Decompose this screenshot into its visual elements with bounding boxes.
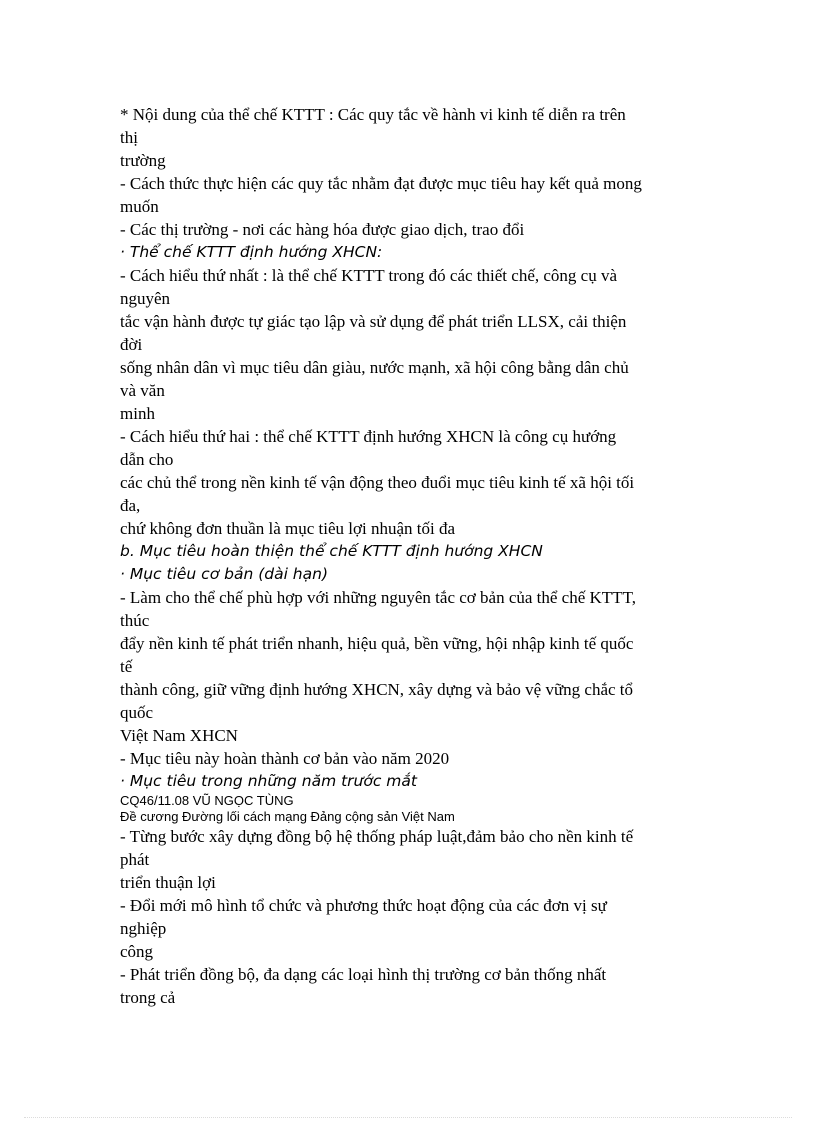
text-line: - Làm cho thể chế phù hợp với những nguyên tắc cơ bản của thể chế KTTT, — [120, 588, 636, 607]
text-line: * Nội dung của thể chế KTTT : Các quy tắc về hành vi kinh tế diễn ra trên — [120, 105, 626, 124]
text-line: tế — [120, 657, 133, 676]
text-line: thành công, giữ vững định hướng XHCN, xây dựng và bảo vệ vững chắc tổ — [120, 680, 634, 699]
text-line: minh — [120, 404, 155, 423]
text-line: sống nhân dân vì mục tiêu dân giàu, nước mạnh, xã hội công bằng dân chủ — [120, 358, 629, 377]
text-line: - Cách hiểu thứ hai : thể chế KTTT định hướng XHCN là công cụ hướng — [120, 427, 617, 446]
text-line: - Các thị trường - nơi các hàng hóa được giao dịch, trao đổi — [120, 220, 525, 239]
text-line: thúc — [120, 611, 150, 630]
text-line: - Cách thức thực hiện các quy tắc nhằm đạt được mục tiêu hay kết quả mong — [120, 174, 642, 193]
text-line: quốc — [120, 703, 154, 722]
text-line: chứ không đơn thuần là mục tiêu lợi nhuận tối đa — [120, 519, 456, 538]
header-note-line: CQ46/11.08 VŨ NGỌC TÙNG — [120, 793, 294, 808]
text-line: - Phát triển đồng bộ, đa dạng các loại hình thị trường cơ bản thống nhất — [120, 965, 607, 984]
text-line: dẫn cho — [120, 450, 174, 469]
header-note-line: Đề cương Đường lối cách mạng Đảng cộng sản Việt Nam — [120, 809, 455, 824]
text-line: các chủ thể trong nền kinh tế vận động theo đuổi mục tiêu kinh tế xã hội tối — [120, 473, 635, 492]
text-line: đẩy nền kinh tế phát triển nhanh, hiệu quả, bền vững, hội nhập kinh tế quốc — [120, 634, 634, 653]
text-line: trường — [120, 151, 166, 170]
text-line: tắc vận hành được tự giác tạo lập và sử dụng để phát triển LLSX, cải thiện — [120, 312, 627, 331]
section-heading-line: · Mục tiêu trong những năm trước mắt — [120, 772, 417, 790]
text-line: Việt Nam XHCN — [120, 726, 238, 745]
text-line: - Mục tiêu này hoàn thành cơ bản vào năm 2020 — [120, 749, 450, 768]
text-line: muốn — [120, 197, 159, 216]
text-line: - Đổi mới mô hình tổ chức và phương thức hoạt động của các đơn vị sự — [120, 896, 607, 915]
text-line: - Cách hiểu thứ nhất : là thể chế KTTT trong đó các thiết chế, công cụ và — [120, 266, 618, 285]
document-page — [120, 103, 700, 1009]
section-heading-line: · Thể chế KTTT định hướng XHCN: — [120, 243, 383, 261]
text-line: đời — [120, 335, 143, 354]
text-line: công — [120, 942, 154, 961]
section-heading-line: b. Mục tiêu hoàn thiện thể chế KTTT định hướng XHCN — [120, 542, 543, 560]
text-line: trong cả — [120, 988, 176, 1007]
text-line: nguyên — [120, 289, 171, 308]
page-bottom-divider — [24, 1117, 792, 1118]
text-line: thị — [120, 128, 138, 147]
text-line: phát — [120, 850, 150, 869]
text-line: đa, — [120, 496, 141, 515]
section-heading-line: · Mục tiêu cơ bản (dài hạn) — [120, 565, 329, 583]
text-line: nghiệp — [120, 919, 167, 938]
text-line: và văn — [120, 381, 165, 400]
text-line: triển thuận lợi — [120, 873, 216, 892]
text-line: - Từng bước xây dựng đồng bộ hệ thống pháp luật,đảm bảo cho nền kinh tế — [120, 827, 634, 846]
